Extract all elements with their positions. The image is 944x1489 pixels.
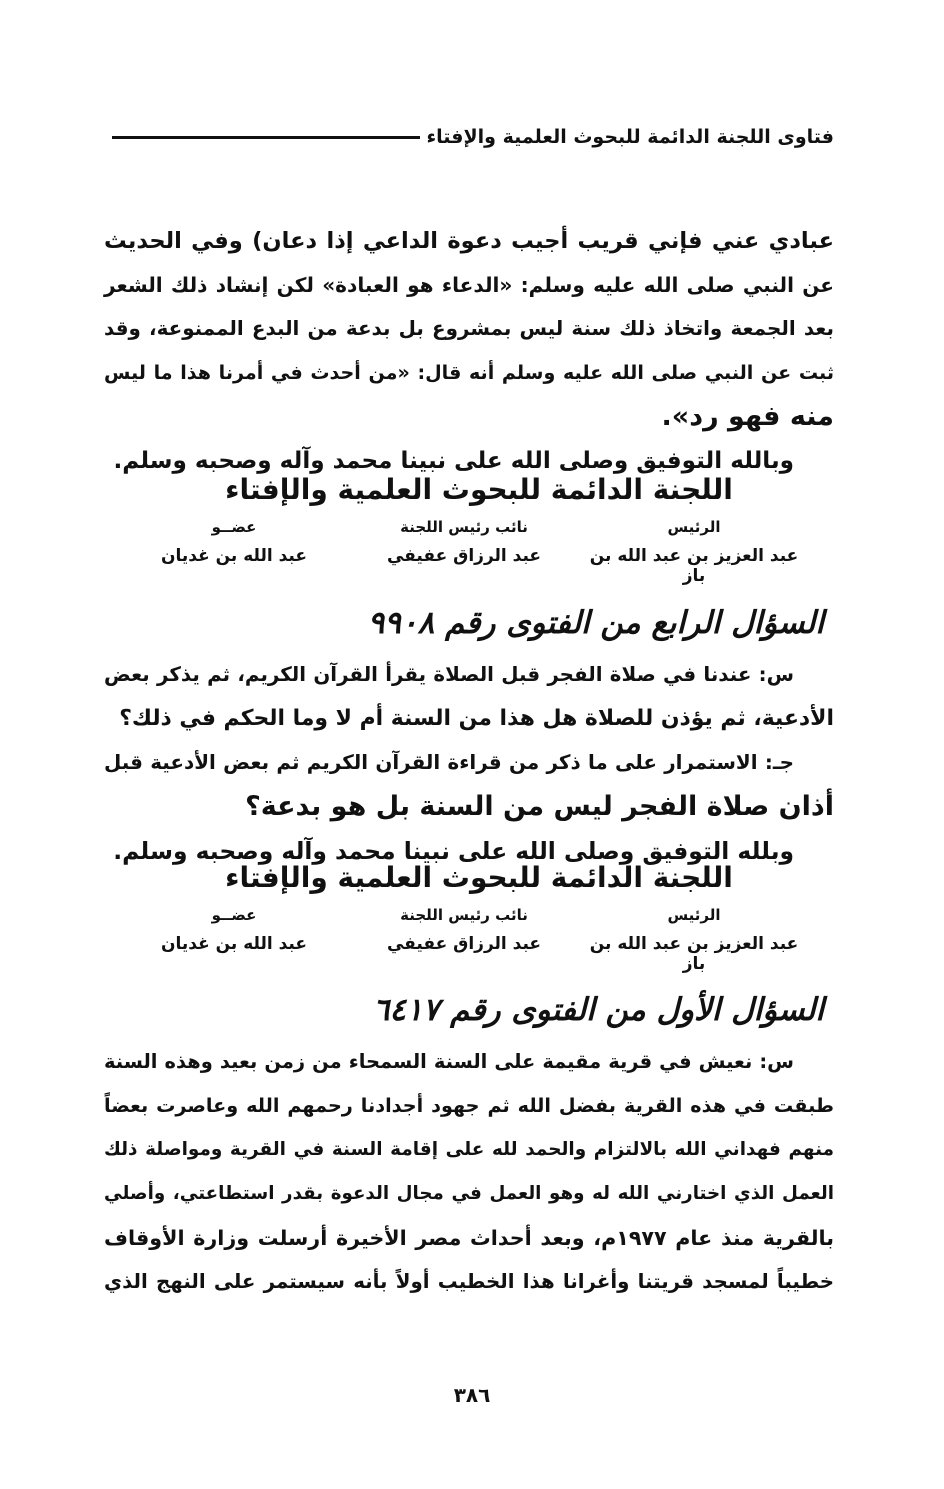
signature-member [124, 906, 344, 974]
question-title: السؤال الأول من الفتوى رقم ٦٤١٧ [372, 992, 824, 1028]
signature-role: الرئيس [667, 518, 721, 536]
signature-role: عضــو [211, 906, 257, 924]
page-number: ٣٨٦ [453, 1383, 491, 1407]
signature-role: عضــو [211, 518, 257, 536]
text-line: العمل الذي اختارني الله له وهو العمل في مجال الدعوة بقدر استطاعتي، وأصلي [104, 1183, 834, 1204]
signature-name: عبد الله بن غديان [161, 934, 307, 954]
committee-name: اللجنة الدائمة للبحوث العلمية والإفتاء [225, 861, 733, 894]
header-rule [112, 136, 420, 139]
text-line: ثبت عن النبي صلى الله عليه وسلم أنه قال: «من أحدث في أمرنا هذا ما ليس [104, 361, 834, 384]
signature-name: عبد الرزاق عفيفي [386, 934, 542, 954]
signature-president [584, 518, 804, 586]
question-title: السؤال الرابع من الفتوى رقم ٩٩٠٨ [367, 605, 824, 641]
signature-role: نائب رئيس اللجنة [400, 518, 528, 536]
text-line: عن النبي صلى الله عليه وسلم: «الدعاء هو العبادة» لكن إنشاد ذلك الشعر [104, 273, 834, 297]
text-line: س: عندنا في صلاة الفجر قبل الصلاة يقرأ القرآن الكريم، ثم يذكر بعض [104, 663, 794, 686]
signature-vice-president [354, 906, 574, 974]
signature-name: عبد الرزاق عفيفي [386, 546, 542, 566]
closing-formula: وبالله التوفيق وصلى الله على نبينا محمد وآله وصحبه وسلم. [113, 448, 794, 474]
signature-name: عبد العزيز بن عبد الله بن باز [589, 934, 799, 974]
text-line: أذان صلاة الفجر ليس من السنة بل هو بدعة؟ [245, 791, 834, 822]
committee-name: اللجنة الدائمة للبحوث العلمية والإفتاء [225, 473, 733, 506]
question-text [104, 653, 834, 873]
signature-row [124, 906, 804, 974]
signature-role: نائب رئيس اللجنة [400, 906, 528, 924]
signature-president [584, 906, 804, 974]
running-header [112, 108, 834, 148]
text-line: الأدعية، ثم يؤذن للصلاة هل هذا من السنة أم لا وما الحكم في ذلك؟ [119, 706, 834, 731]
text-line: عبادي عني فإني قريب أجيب دعوة الداعي إذا دعان) وفي الحديث [104, 228, 834, 254]
text-line: منهم فهداني الله بالالتزام والحمد لله على إقامة السنة في القرية ومواصلة ذلك [104, 1139, 834, 1160]
header-title: فتاوى اللجنة الدائمة للبحوث العلمية والإفتاء [426, 126, 834, 148]
text-line: طبقت في هذه القرية بفضل الله ثم جهود أجدادنا رحمهم الله وعاصرت بعضاً [104, 1094, 834, 1117]
question-text [104, 1040, 834, 1304]
signature-name: عبد العزيز بن عبد الله بن باز [589, 546, 799, 586]
closing-formula: وبلله التوفيق وصلى الله على نبينا محمد وآله وصحبه وسلم. [113, 837, 794, 865]
text-line: س: نعيش في قرية مقيمة على السنة السمحاء من زمن بعيد وهذه السنة [104, 1050, 794, 1073]
signature-name: عبد الله بن غديان [161, 546, 307, 566]
fatwa-continuation-text [104, 219, 834, 483]
text-line: منه فهو رد». [661, 401, 834, 432]
text-line: خطيباً لمسجد قريتنا وأغرانا هذا الخطيب أولاً بأنه سيستمر على النهج الذي [104, 1270, 834, 1293]
text-line: بالقرية منذ عام ١٩٧٧م، وبعد أحداث مصر الأخيرة أرسلت وزارة الأوقاف [104, 1226, 834, 1250]
text-line: بعد الجمعة واتخاذ ذلك سنة ليس بمشروع بل بدعة من البدع الممنوعة، وقد [104, 317, 834, 340]
signature-row [124, 518, 804, 586]
signature-role: الرئيس [667, 906, 721, 924]
text-line: جـ: الاستمرار على ما ذكر من قراءة القرآن الكريم ثم بعض الأدعية قبل [104, 751, 794, 774]
signature-vice-president [354, 518, 574, 586]
signature-member [124, 518, 344, 586]
